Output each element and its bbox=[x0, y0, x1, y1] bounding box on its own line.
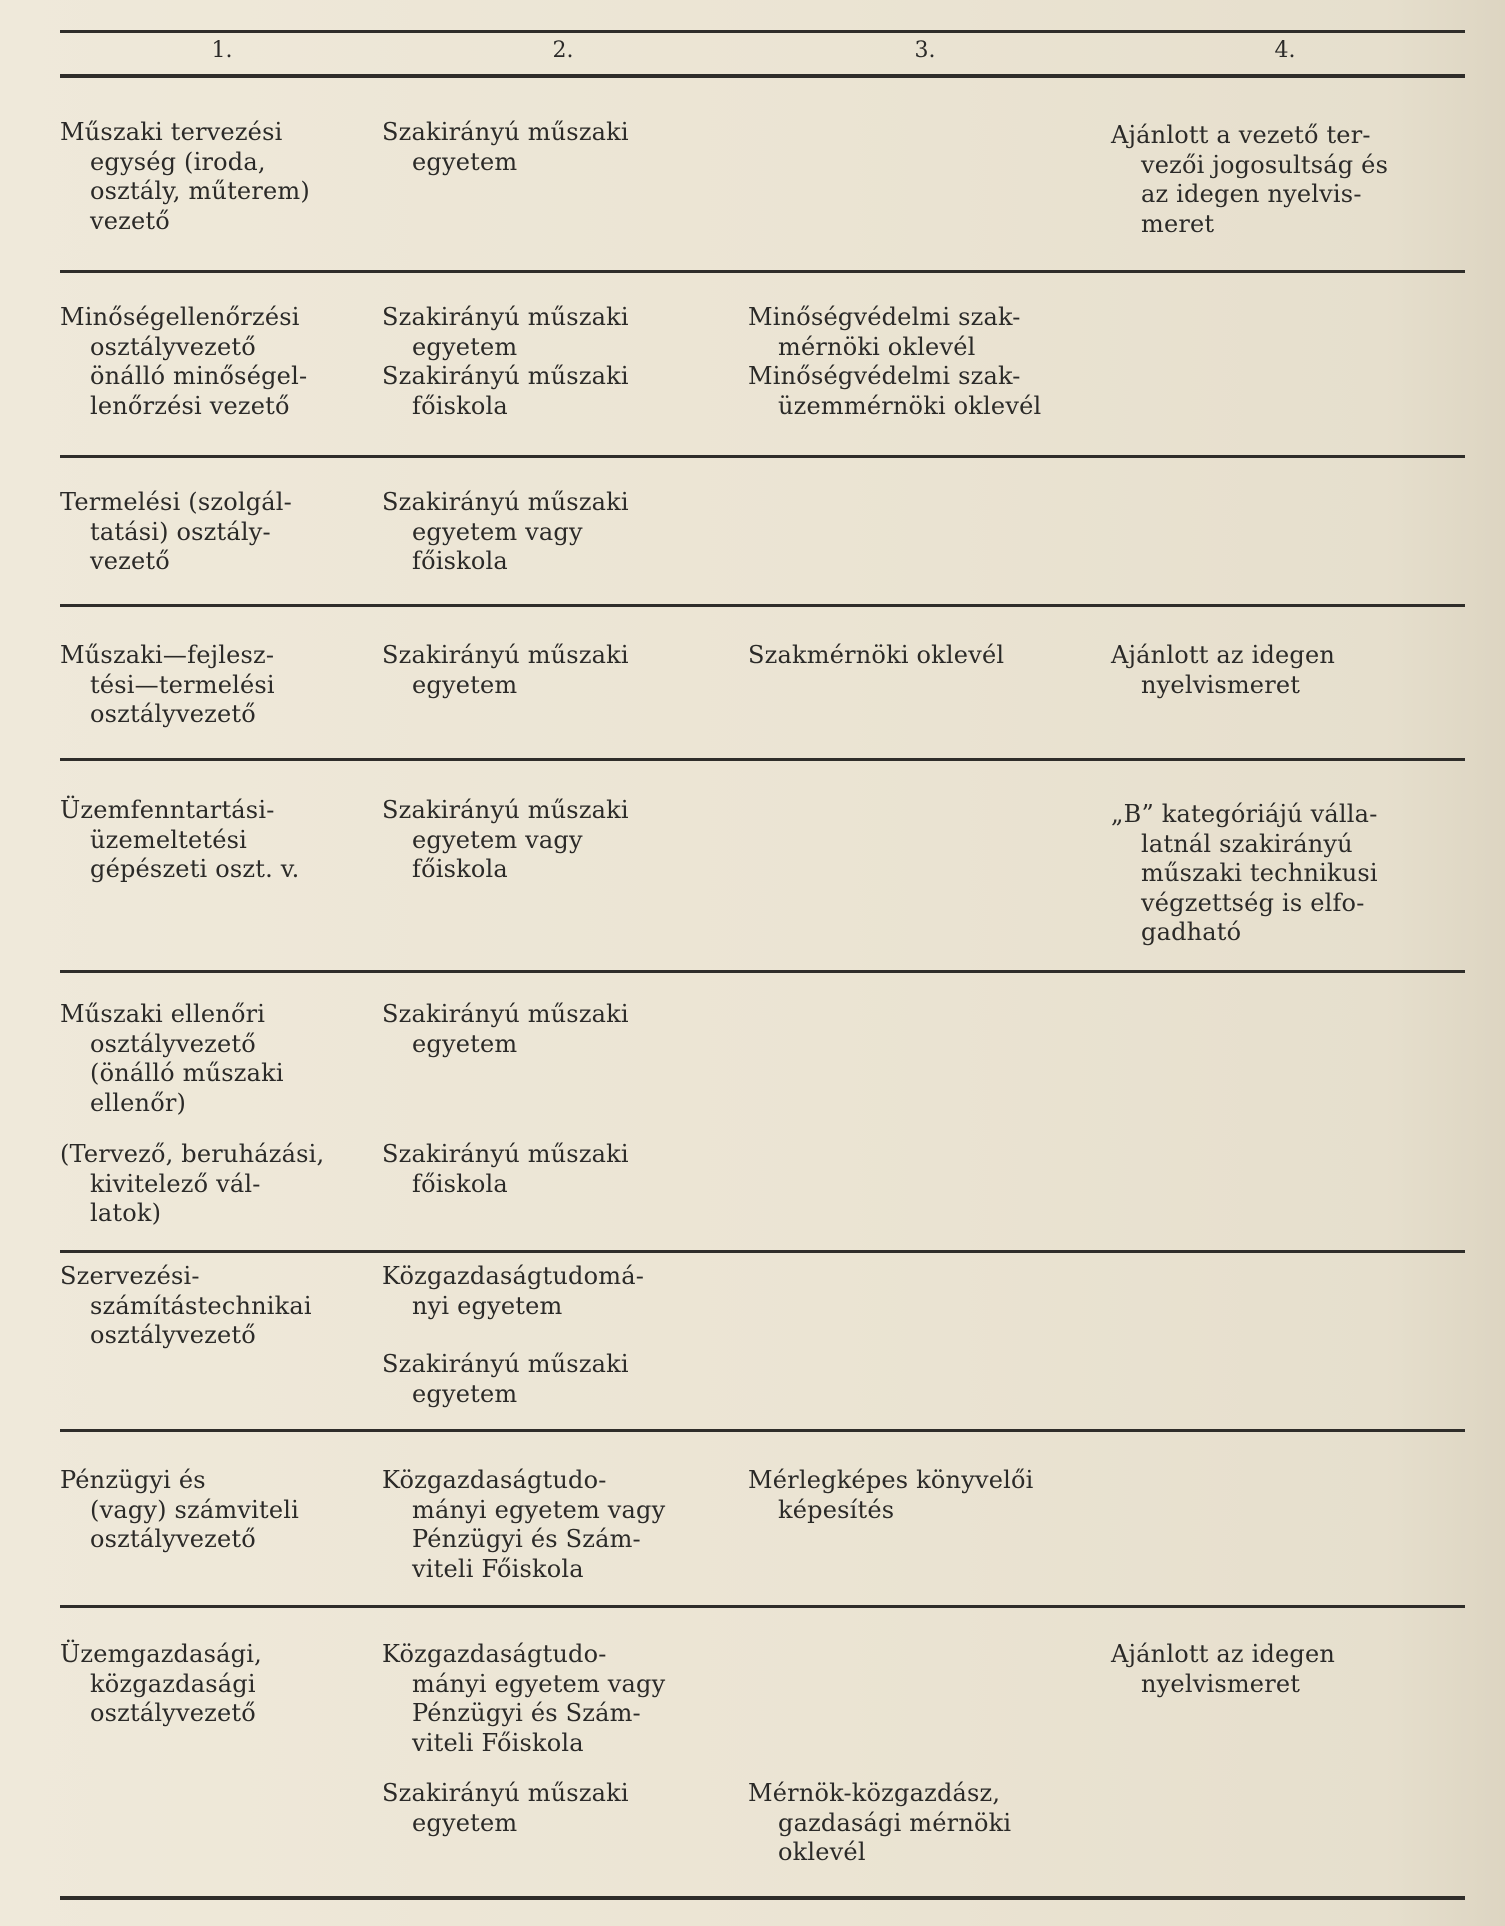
row-4-position bbox=[60, 641, 275, 730]
text-line: nyi egyetem bbox=[412, 1291, 563, 1320]
text-line: egyetem bbox=[412, 332, 518, 361]
text-line: meret bbox=[1141, 209, 1215, 238]
text-line: Műszaki—fejlesz- bbox=[60, 641, 275, 669]
row-4-notes bbox=[1111, 641, 1335, 700]
text-line: üzemeltetési bbox=[90, 825, 248, 854]
text-line: ellenőr) bbox=[90, 1088, 187, 1117]
row-divider bbox=[60, 758, 1465, 761]
row-divider bbox=[60, 970, 1465, 973]
row-6-education bbox=[382, 1000, 629, 1059]
text-line: Szakirányú műszaki bbox=[382, 1000, 629, 1028]
text-line: Üzemfenntartási- bbox=[60, 796, 275, 824]
row-divider bbox=[60, 270, 1465, 273]
text-line: Pénzügyi és bbox=[60, 1466, 206, 1494]
row-9-notes bbox=[1111, 1640, 1335, 1699]
text-line: nyelvismeret bbox=[1141, 670, 1301, 699]
text-line: viteli Főiskola bbox=[412, 1554, 584, 1583]
row-divider bbox=[60, 1250, 1465, 1253]
text-line: Szakirányú műszaki bbox=[382, 118, 629, 146]
text-line: gadható bbox=[1141, 918, 1242, 946]
text-line: lenőrzési vezető bbox=[90, 391, 290, 420]
row-4-qualification bbox=[748, 641, 1004, 671]
text-line: viteli Főiskola bbox=[412, 1728, 584, 1757]
text-line: nyelvismeret bbox=[1141, 1669, 1301, 1698]
row-2-qualification bbox=[748, 303, 1041, 421]
column-number-1: 1. bbox=[211, 38, 233, 63]
text-line: Üzemgazdasági, bbox=[60, 1640, 262, 1668]
text-line: gépészeti oszt. v. bbox=[90, 855, 300, 883]
text-line: az idegen nyelvis- bbox=[1141, 180, 1362, 208]
text-line: (vagy) számviteli bbox=[90, 1495, 300, 1524]
text-line: Szakirányú műszaki bbox=[382, 488, 629, 516]
text-line: Mérlegképes könyvelői bbox=[748, 1466, 1034, 1494]
text-line: Szakirányú műszaki bbox=[382, 362, 629, 390]
text-line: vezető bbox=[90, 206, 170, 235]
text-line: Közgazdaságtudo- bbox=[382, 1466, 607, 1494]
row-divider bbox=[60, 1429, 1465, 1432]
text-line: Pénzügyi és Szám- bbox=[412, 1525, 641, 1553]
row-2-education bbox=[382, 303, 629, 421]
text-line: Szervezési- bbox=[60, 1262, 200, 1290]
text-line: Pénzügyi és Szám- bbox=[412, 1699, 641, 1727]
text-line: üzemmérnöki oklevél bbox=[778, 391, 1042, 420]
text-line: Minőségvédelmi szak- bbox=[748, 362, 1021, 390]
text-line: vezői jogosultság és bbox=[1141, 150, 1389, 179]
text-line: gazdasági mérnöki bbox=[778, 1808, 1012, 1837]
column-number-2: 2. bbox=[552, 38, 574, 63]
row-7-education-alt bbox=[382, 1350, 629, 1409]
text-line: Műszaki ellenőri bbox=[60, 1000, 266, 1028]
row-5-education bbox=[382, 796, 629, 885]
text-line: főiskola bbox=[412, 855, 508, 883]
text-line: Szakirányú műszaki bbox=[382, 796, 629, 824]
text-line: közgazdasági bbox=[90, 1669, 256, 1698]
text-line: mányi egyetem vagy bbox=[412, 1495, 666, 1524]
text-line: Szakirányú műszaki bbox=[382, 1350, 629, 1378]
text-line: osztályvezető bbox=[90, 332, 256, 361]
text-line: egyetem bbox=[412, 1379, 518, 1408]
text-line: műszaki technikusi bbox=[1141, 859, 1378, 887]
text-line: Szakirányú műszaki bbox=[382, 641, 629, 669]
header-top-rule bbox=[60, 30, 1465, 33]
row-8-education bbox=[382, 1466, 665, 1584]
text-line: Szakmérnöki oklevél bbox=[748, 641, 1005, 669]
text-line: „B” kategóriájú válla- bbox=[1111, 800, 1378, 828]
row-1-education bbox=[382, 118, 629, 177]
row-divider bbox=[60, 1605, 1465, 1608]
text-line: osztály, műterem) bbox=[90, 177, 310, 205]
text-line: képesítés bbox=[778, 1495, 895, 1524]
row-divider bbox=[60, 604, 1465, 607]
row-6-education-alt bbox=[382, 1140, 629, 1199]
row-9-education bbox=[382, 1640, 665, 1758]
text-line: egység (iroda, bbox=[90, 147, 266, 176]
row-1-position bbox=[60, 118, 310, 236]
text-line: Termelési (szolgál- bbox=[60, 488, 292, 516]
row-1-notes bbox=[1111, 121, 1388, 239]
text-line: kivitelező vál- bbox=[90, 1169, 261, 1198]
table-bottom-rule bbox=[60, 1896, 1465, 1900]
column-number-3: 3. bbox=[914, 38, 936, 63]
text-line: egyetem bbox=[412, 1029, 518, 1058]
text-line: egyetem bbox=[412, 147, 518, 176]
text-line: Műszaki tervezési bbox=[60, 118, 283, 146]
row-5-notes bbox=[1111, 800, 1378, 948]
text-line: egyetem vagy bbox=[412, 825, 583, 854]
text-line: számítástechnikai bbox=[90, 1291, 312, 1320]
header-bottom-rule bbox=[60, 74, 1465, 78]
row-9-position bbox=[60, 1640, 262, 1729]
text-line: osztályvezető bbox=[90, 1525, 256, 1553]
text-line: Ajánlott a vezető ter- bbox=[1111, 121, 1371, 149]
text-line: osztályvezető bbox=[90, 1699, 256, 1727]
text-line: önálló minőségel- bbox=[90, 362, 308, 390]
text-line: oklevél bbox=[778, 1838, 866, 1866]
text-line: latok) bbox=[90, 1199, 162, 1227]
row-8-qualification bbox=[748, 1466, 1034, 1525]
row-9-qualification bbox=[748, 1779, 1011, 1868]
row-divider bbox=[60, 455, 1465, 458]
row-5-position bbox=[60, 796, 300, 885]
text-line: (Tervező, beruházási, bbox=[60, 1140, 325, 1168]
text-line: (önálló műszaki bbox=[90, 1059, 284, 1087]
row-6-position-note bbox=[60, 1140, 324, 1229]
text-line: Közgazdaságtudomá- bbox=[382, 1262, 645, 1290]
text-line: Szakirányú műszaki bbox=[382, 303, 629, 331]
text-line: egyetem bbox=[412, 1808, 518, 1837]
text-line: Szakirányú műszaki bbox=[382, 1140, 629, 1168]
row-3-position bbox=[60, 488, 292, 577]
text-line: végzettség is elfo- bbox=[1141, 888, 1365, 917]
text-line: Minőségvédelmi szak- bbox=[748, 303, 1021, 331]
text-line: Közgazdaságtudo- bbox=[382, 1640, 607, 1668]
row-6-position bbox=[60, 1000, 284, 1118]
text-line: Ajánlott az idegen bbox=[1111, 1640, 1336, 1668]
text-line: latnál szakirányú bbox=[1141, 829, 1353, 858]
text-line: főiskola bbox=[412, 391, 508, 420]
text-line: Szakirányú műszaki bbox=[382, 1779, 629, 1807]
text-line: osztályvezető bbox=[90, 1321, 256, 1349]
row-9-education-alt bbox=[382, 1779, 629, 1838]
text-line: Minőségellenőrzési bbox=[60, 303, 300, 331]
text-line: vezető bbox=[90, 547, 170, 575]
column-number-4: 4. bbox=[1274, 38, 1296, 63]
text-line: egyetem bbox=[412, 670, 518, 699]
text-line: osztályvezető bbox=[90, 1029, 256, 1058]
row-3-education bbox=[382, 488, 629, 577]
text-line: tatási) osztály- bbox=[90, 517, 271, 546]
row-7-position bbox=[60, 1262, 312, 1351]
text-line: Ajánlott az idegen bbox=[1111, 641, 1336, 669]
row-7-education bbox=[382, 1262, 644, 1321]
text-line: Mérnök-közgazdász, bbox=[748, 1779, 1001, 1807]
text-line: főiskola bbox=[412, 547, 508, 575]
text-line: osztályvezető bbox=[90, 700, 256, 728]
row-8-position bbox=[60, 1466, 299, 1555]
row-2-position bbox=[60, 303, 307, 421]
text-line: mérnöki oklevél bbox=[778, 332, 976, 361]
text-line: mányi egyetem vagy bbox=[412, 1669, 666, 1698]
text-line: egyetem vagy bbox=[412, 517, 583, 546]
row-4-education bbox=[382, 641, 629, 700]
text-line: főiskola bbox=[412, 1169, 508, 1198]
text-line: tési—termelési bbox=[90, 670, 275, 699]
